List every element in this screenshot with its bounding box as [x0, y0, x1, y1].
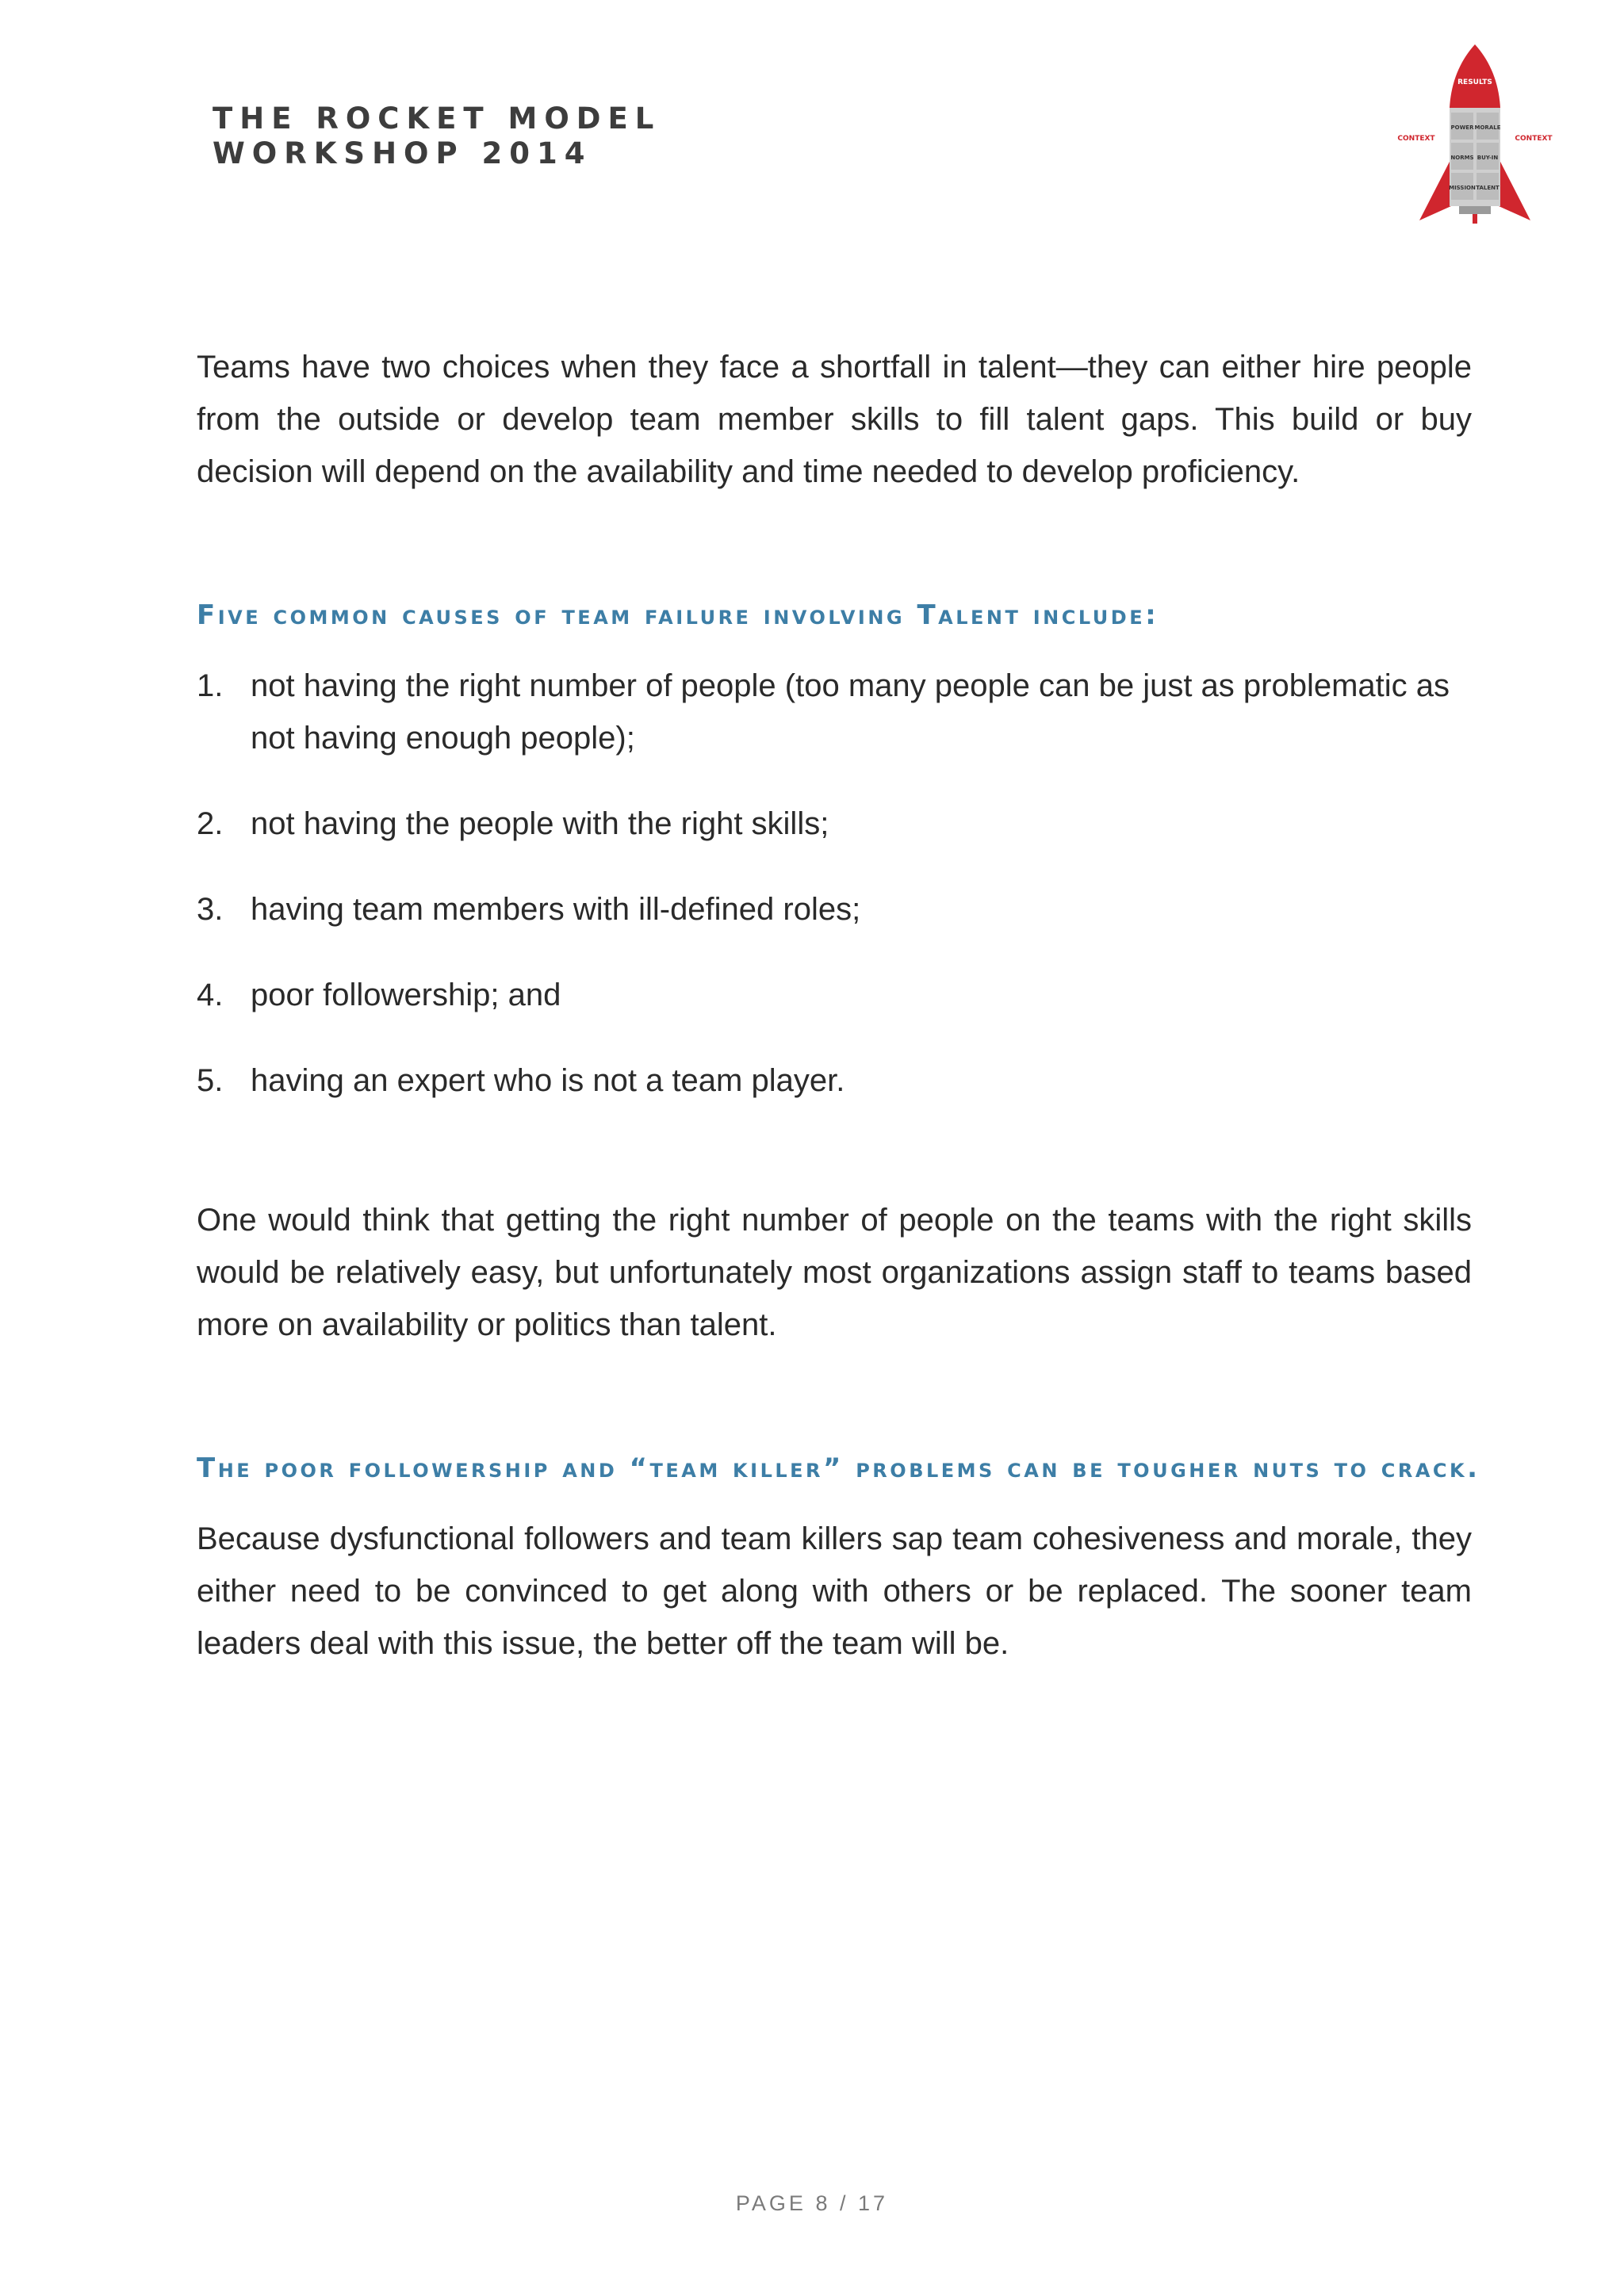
title-line-1: THE ROCKET MODEL — [213, 101, 661, 136]
logo-power-label: POWER — [1450, 124, 1474, 131]
list-item — [197, 660, 1472, 764]
causes-list — [197, 660, 1472, 1107]
rocket-model-logo — [1388, 40, 1562, 227]
list-number: 4. — [197, 978, 224, 1012]
rocket-right-fin — [1499, 159, 1530, 220]
list-text: not having the people with the right skills; — [251, 806, 829, 841]
list-item — [197, 1054, 1472, 1107]
page-content — [197, 341, 1480, 1670]
logo-norms-label: NORMS — [1450, 155, 1474, 161]
rocket-nose — [1450, 44, 1500, 108]
title-line-2: WORKSHOP 2014 — [213, 136, 592, 170]
logo-results-label: RESULTS — [1457, 78, 1492, 86]
section-heading-causes: Five common causes of team failure involving Talent include: — [197, 599, 1159, 631]
logo-context-left-label: CONTEXT — [1397, 135, 1435, 143]
rocket-left-fin — [1419, 159, 1451, 220]
list-text: poor followership; and — [251, 978, 561, 1012]
logo-buyin-label: BUY-IN — [1477, 155, 1499, 161]
availability-paragraph: One would think that getting the right number of people on the teams with the right skills would be relatively easy, but unfortunately most organizations assign staff to teams based more on availability or politics than talent. — [197, 1203, 1472, 1342]
list-text: having an expert who is not a team player. — [251, 1063, 845, 1098]
list-text: not having the right number of people (too many people can be just as problematic as not having enough people); — [251, 668, 1450, 756]
logo-mission-label: MISSION — [1449, 185, 1476, 191]
list-item — [197, 969, 1472, 1021]
team-killers-paragraph: Because dysfunctional followers and team killers sap team cohesiveness and morale, they either need to be convinced to get along with others or be replaced. The sooner team leaders deal with this issue, the better off the team will be. — [197, 1521, 1472, 1661]
list-number: 2. — [197, 806, 224, 841]
list-number: 3. — [197, 892, 224, 927]
logo-morale-label: MORALE — [1474, 124, 1501, 131]
section-heading-followership: The poor followership and “team killer” problems can be tougher nuts to crack. — [197, 1452, 1480, 1484]
list-text: having team members with ill-defined roles; — [251, 892, 861, 927]
logo-context-right-label: CONTEXT — [1515, 135, 1553, 143]
intro-paragraph: Teams have two choices when they face a shortfall in talent—they can either hire people from the outside or develop team member skills to fill talent gaps. This build or buy decision will depend on the availability and time needed to develop proficiency. — [197, 350, 1472, 489]
list-number: 1. — [197, 668, 224, 703]
page-total: 17 — [858, 2191, 889, 2215]
list-item — [197, 798, 1472, 850]
list-number: 5. — [197, 1063, 224, 1098]
document-title — [213, 101, 661, 171]
page-separator: / — [839, 2191, 849, 2215]
logo-talent-label: TALENT — [1476, 185, 1500, 191]
list-item — [197, 883, 1472, 936]
page-footer — [0, 2191, 1624, 2216]
page-number: PAGE 8 — [735, 2191, 831, 2215]
